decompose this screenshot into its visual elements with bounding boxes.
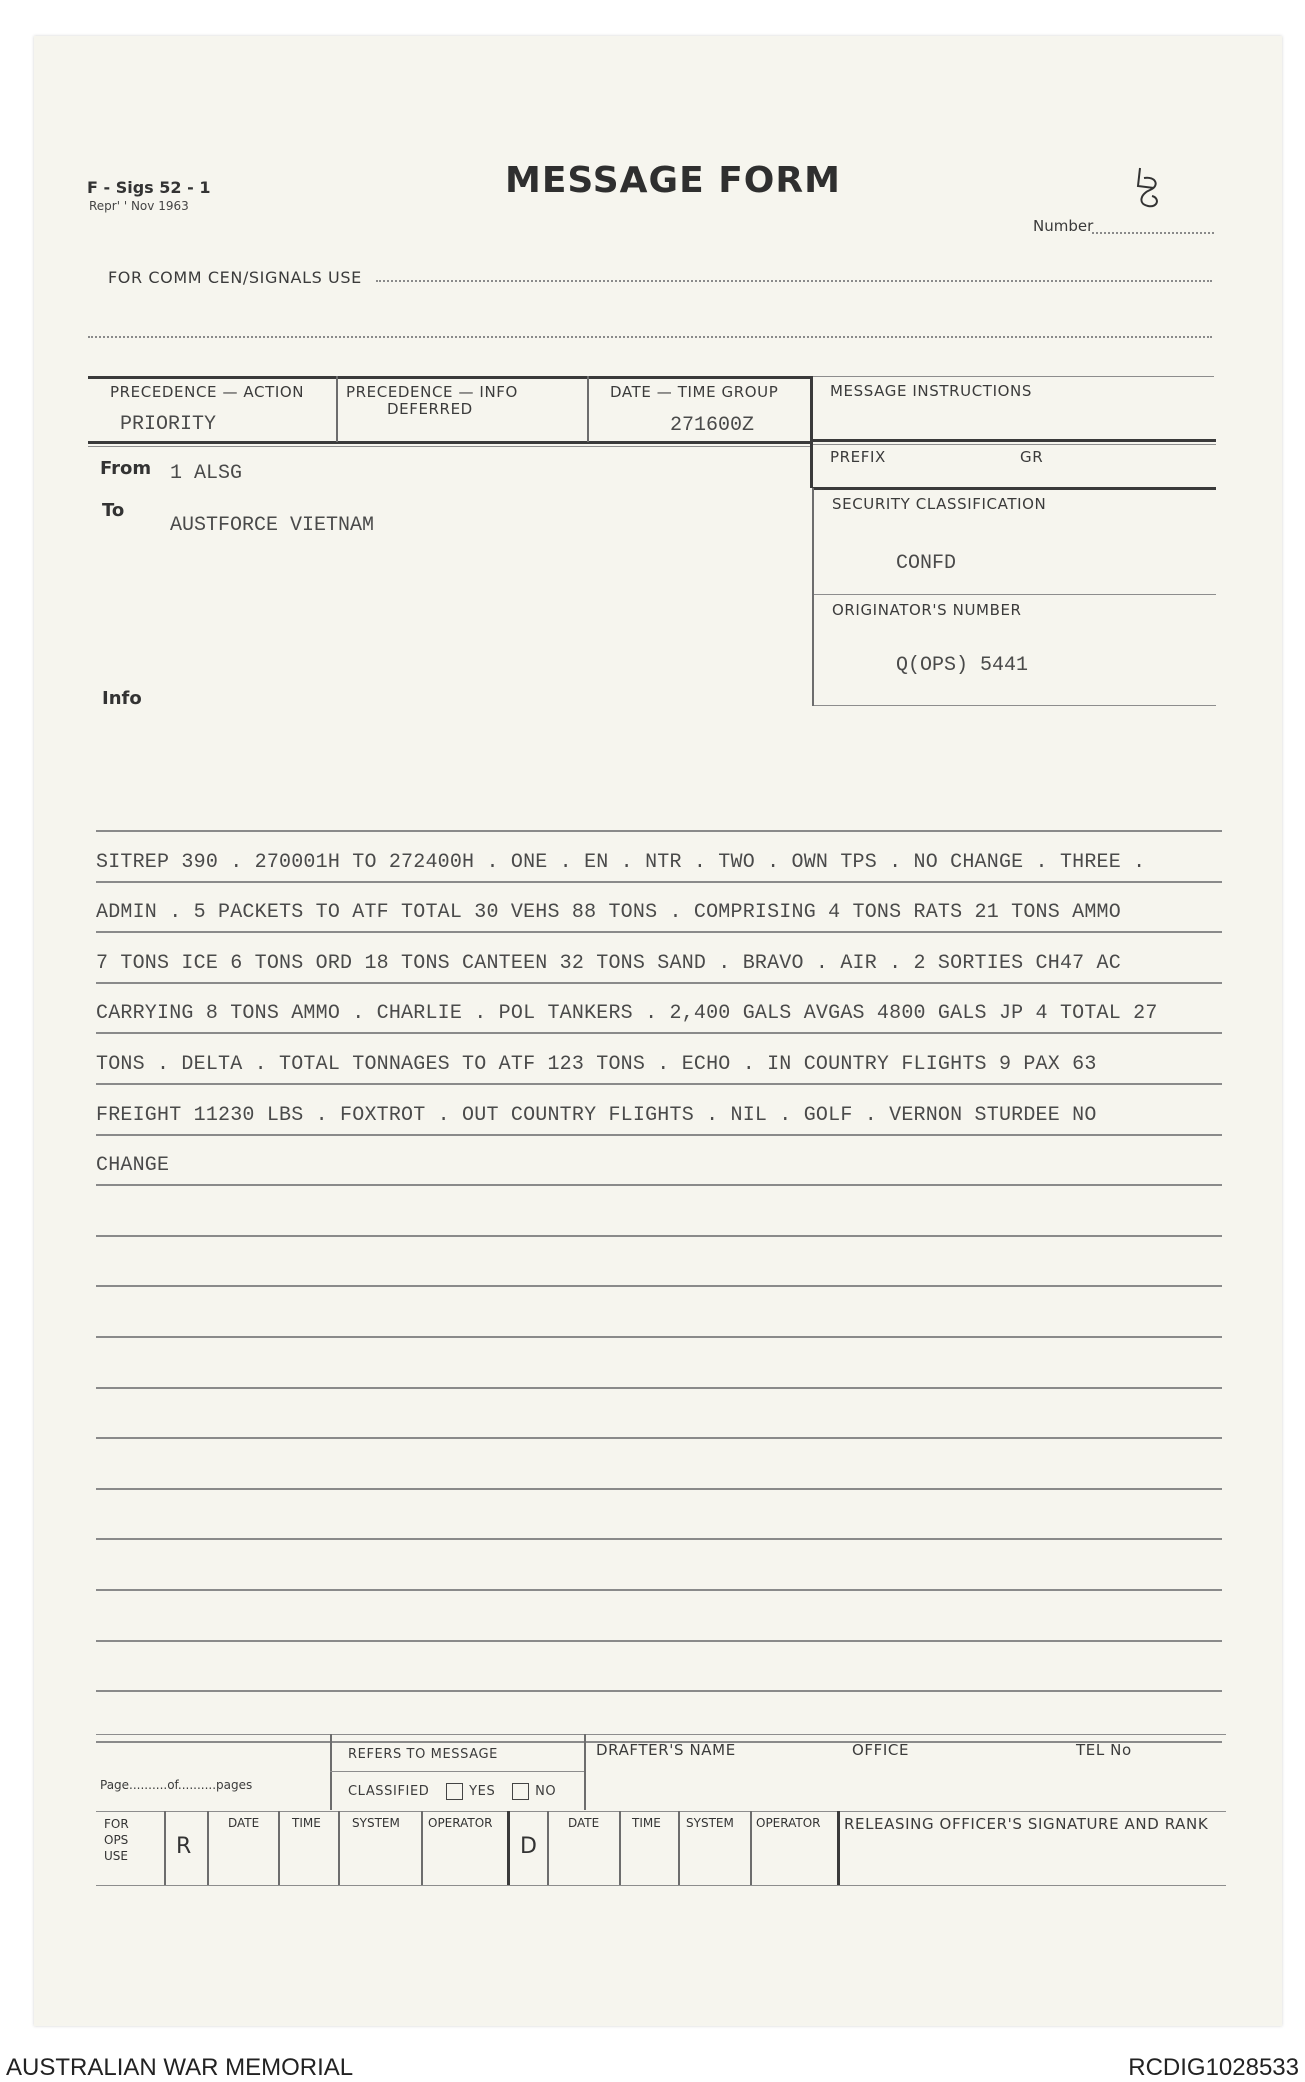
d-time-label: TIME xyxy=(632,1816,661,1830)
instructions-bottom-border-2 xyxy=(812,444,1216,445)
ruled-line xyxy=(96,1083,1222,1085)
message-line: 7 TONS ICE 6 TONS ORD 18 TONS CANTEEN 32 TONS SAND . BRAVO . AIR . 2 SORTIES CH47 AC xyxy=(96,952,1121,975)
precedence-divider-1 xyxy=(336,376,338,442)
ruled-line xyxy=(96,1640,1222,1642)
form-title: MESSAGE FORM xyxy=(505,160,841,201)
ops-divider-i xyxy=(678,1811,680,1885)
comm-cen-field xyxy=(376,280,1212,282)
ruled-line xyxy=(96,1184,1222,1186)
prefix-bottom-border xyxy=(812,487,1216,490)
comm-cen-label: FOR COMM CEN/SIGNALS USE xyxy=(108,268,362,287)
ops-row-top xyxy=(96,1811,1226,1812)
bottom-divider-1 xyxy=(330,1734,332,1810)
security-bottom-border xyxy=(812,594,1216,595)
precedence-info-value: DEFERRED xyxy=(387,400,473,418)
ruled-line xyxy=(96,1285,1222,1287)
form-reprint: Repr' ' Nov 1963 xyxy=(89,199,189,213)
dtg-value: 271600Z xyxy=(670,414,755,437)
ruled-line xyxy=(96,1538,1222,1540)
gr-label: GR xyxy=(1020,448,1044,466)
handwritten-mark-icon xyxy=(1130,158,1170,218)
classified-row xyxy=(348,1783,556,1800)
releasing-officer-label: RELEASING OFFICER'S SIGNATURE AND RANK xyxy=(844,1815,1209,1833)
record-id: RCDIG1028533 xyxy=(1128,2054,1299,2081)
yes-label: YES xyxy=(469,1784,496,1799)
r-operator-label: OPERATOR xyxy=(428,1816,493,1830)
ruled-line xyxy=(96,830,1222,832)
classified-label: CLASSIFIED xyxy=(348,1784,430,1799)
ruled-line xyxy=(96,881,1222,883)
bottom-divider-2 xyxy=(584,1734,586,1810)
originator-bottom-border xyxy=(812,705,1216,706)
r-date-label: DATE xyxy=(228,1816,260,1830)
ops-divider-j xyxy=(750,1811,752,1885)
ops-divider-g xyxy=(547,1811,549,1885)
ops-divider-a xyxy=(164,1811,166,1885)
ruled-line xyxy=(96,1032,1222,1034)
instructions-bottom-border xyxy=(812,439,1216,442)
classified-no-checkbox[interactable] xyxy=(512,1783,529,1800)
precedence-divider-2 xyxy=(587,376,589,442)
form-code: F - Sigs 52 - 1 xyxy=(87,178,211,197)
refers-to-message-label: REFERS TO MESSAGE xyxy=(348,1747,498,1762)
ruled-line xyxy=(96,1690,1222,1692)
to-label: To xyxy=(102,500,125,521)
classified-yes-checkbox[interactable] xyxy=(446,1783,463,1800)
r-label: R xyxy=(176,1834,192,1859)
originator-label: ORIGINATOR'S NUMBER xyxy=(832,601,1022,619)
no-label: NO xyxy=(535,1784,557,1799)
number-field xyxy=(1092,232,1214,234)
ruled-line xyxy=(96,1336,1222,1338)
security-value: CONFD xyxy=(896,552,957,575)
ops-divider-h xyxy=(619,1811,621,1885)
message-line: FREIGHT 11230 LBS . FOXTROT . OUT COUNTRY FLIGHTS . NIL . GOLF . VERNON STURDEE NO xyxy=(96,1104,1097,1127)
ops-divider-b xyxy=(207,1811,209,1885)
message-form-paper xyxy=(34,36,1282,2026)
instructions-left-border xyxy=(810,376,813,488)
from-value: 1 ALSG xyxy=(170,462,243,485)
ruled-line xyxy=(96,1589,1222,1591)
ruled-line xyxy=(96,1387,1222,1389)
ops-divider-d xyxy=(338,1811,340,1885)
ruled-line xyxy=(96,931,1222,933)
ruled-line xyxy=(96,982,1222,984)
message-line: CARRYING 8 TONS AMMO . CHARLIE . POL TANKERS . 2,400 GALS AVGAS 4800 GALS JP 4 TOTAL 27 xyxy=(96,1002,1158,1025)
drafter-name-label: DRAFTER'S NAME xyxy=(596,1741,736,1759)
precedence-bottom-border xyxy=(88,441,812,444)
tel-label: TEL No xyxy=(1076,1741,1132,1759)
dtg-label: DATE — TIME GROUP xyxy=(610,383,779,401)
source-label: AUSTRALIAN WAR MEMORIAL xyxy=(6,2054,354,2081)
ops-divider-f xyxy=(507,1811,510,1885)
precedence-action-value: PRIORITY xyxy=(120,413,217,436)
ruled-line xyxy=(96,1235,1222,1237)
office-label: OFFICE xyxy=(852,1741,910,1759)
message-line: SITREP 390 . 270001H TO 272400H . ONE . EN . NTR . TWO . OWN TPS . NO CHANGE . THREE . xyxy=(96,851,1146,874)
table-top-border xyxy=(88,376,812,379)
r-system-label: SYSTEM xyxy=(352,1816,400,1830)
number-label: Number xyxy=(1033,217,1094,235)
message-line: TONS . DELTA . TOTAL TONNAGES TO ATF 123 TONS . ECHO . IN COUNTRY FLIGHTS 9 PAX 63 xyxy=(96,1053,1097,1076)
ruled-line xyxy=(96,1437,1222,1439)
ops-divider-k xyxy=(837,1811,840,1885)
from-label: From xyxy=(100,458,152,479)
message-instructions-label: MESSAGE INSTRUCTIONS xyxy=(830,382,1032,400)
precedence-action-label: PRECEDENCE — ACTION xyxy=(110,383,305,401)
security-label: SECURITY CLASSIFICATION xyxy=(832,495,1047,513)
comm-cen-field-2 xyxy=(88,336,1212,338)
bottom-section-top xyxy=(96,1734,1226,1735)
ops-divider-c xyxy=(278,1811,280,1885)
page-of-pages: Page..........of..........pages xyxy=(100,1778,253,1792)
ops-row-bottom xyxy=(96,1885,1226,1886)
d-operator-label: OPERATOR xyxy=(756,1816,821,1830)
ruled-line xyxy=(96,1134,1222,1136)
originator-value: Q(OPS) 5441 xyxy=(896,654,1029,677)
message-line: ADMIN . 5 PACKETS TO ATF TOTAL 30 VEHS 88 TONS . COMPRISING 4 TONS RATS 21 TONS AMMO xyxy=(96,901,1121,924)
r-time-label: TIME xyxy=(292,1816,321,1830)
security-left-border xyxy=(812,488,814,706)
instructions-top-border xyxy=(812,376,1214,377)
prefix-label: PREFIX xyxy=(830,448,886,466)
precedence-bottom-border-2 xyxy=(88,446,812,447)
to-value: AUSTFORCE VIETNAM xyxy=(170,514,375,537)
refers-divider xyxy=(330,1771,584,1772)
ops-divider-e xyxy=(421,1811,423,1885)
d-system-label: SYSTEM xyxy=(686,1816,734,1830)
ruled-line xyxy=(96,1488,1222,1490)
message-line: CHANGE xyxy=(96,1154,170,1177)
info-label: Info xyxy=(102,688,142,709)
for-ops-use-label: FOR OPS USE xyxy=(104,1817,129,1863)
d-date-label: DATE xyxy=(568,1816,600,1830)
precedence-info-label: PRECEDENCE — INFO xyxy=(346,383,518,401)
d-label: D xyxy=(520,1834,537,1859)
